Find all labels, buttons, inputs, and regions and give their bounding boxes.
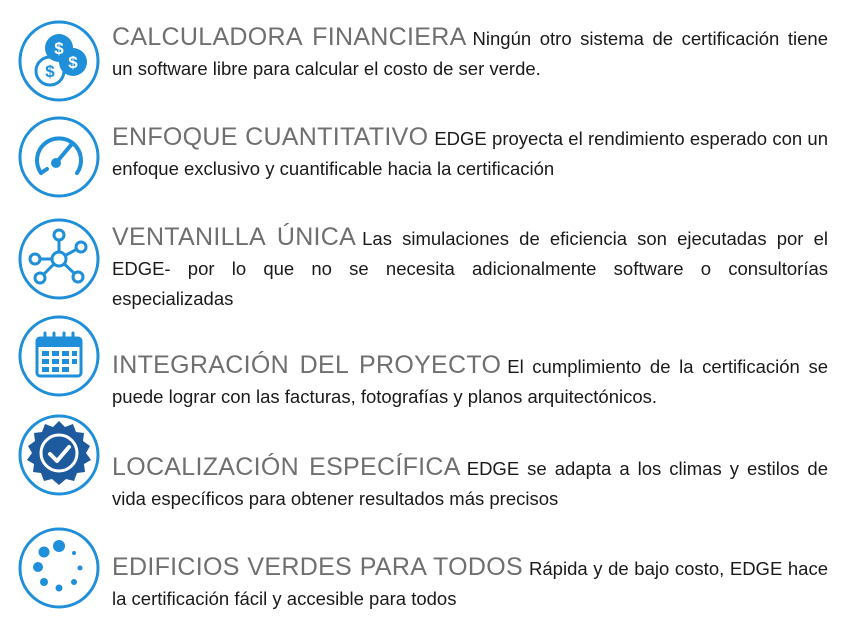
svg-text:$: $ xyxy=(54,39,64,58)
svg-text:$: $ xyxy=(68,53,78,72)
feature-text: El cumplimiento de la certificación se puede lograr con las facturas, fotografías y planos arquitectónicos. xyxy=(112,356,828,407)
feature-text: Rápida y de bajo costo, EDGE hace la certificación fácil y accesible para todos xyxy=(112,558,829,609)
feature-title: LOCALIZACIÓN ESPECÍFICA xyxy=(112,453,461,481)
loading-dots-icon xyxy=(17,526,101,610)
feature-description xyxy=(112,452,828,514)
feature-description xyxy=(112,552,828,614)
feature-text: Ningún otro sistema de certificación tiene un software libre para calcular el costo de ser verde. xyxy=(112,28,828,79)
svg-text:$: $ xyxy=(45,62,55,81)
feature-text: Las simulaciones de eficiencia son ejecutadas por el EDGE- por lo que no se necesita adicionalmente software o consultorías especializadas xyxy=(112,228,828,309)
badge-check-icon xyxy=(17,413,101,497)
feature-title: CALCULADORA FINANCIERA xyxy=(112,23,467,51)
feature-title: EDIFICIOS VERDES PARA TODOS xyxy=(112,553,524,581)
network-hub-icon xyxy=(17,217,101,301)
feature-description xyxy=(112,22,828,84)
feature-description xyxy=(112,350,828,412)
feature-title: INTEGRACIÓN DEL PROYECTO xyxy=(112,351,502,379)
calendar-icon xyxy=(17,314,101,398)
feature-description xyxy=(112,222,828,314)
feature-text: EDGE se adapta a los climas y estilos de vida específicos para obtener resultados más precisos xyxy=(112,458,828,509)
feature-text: EDGE proyecta el rendimiento esperado con un enfoque exclusivo y cuantificable hacia la certificación xyxy=(112,128,828,179)
feature-title: ENFOQUE CUANTITATIVO xyxy=(112,123,429,151)
feature-description xyxy=(112,122,828,184)
gauge-icon xyxy=(17,115,101,199)
feature-title: VENTANILLA ÚNICA xyxy=(112,223,357,251)
dollar-coins-icon xyxy=(17,19,101,103)
